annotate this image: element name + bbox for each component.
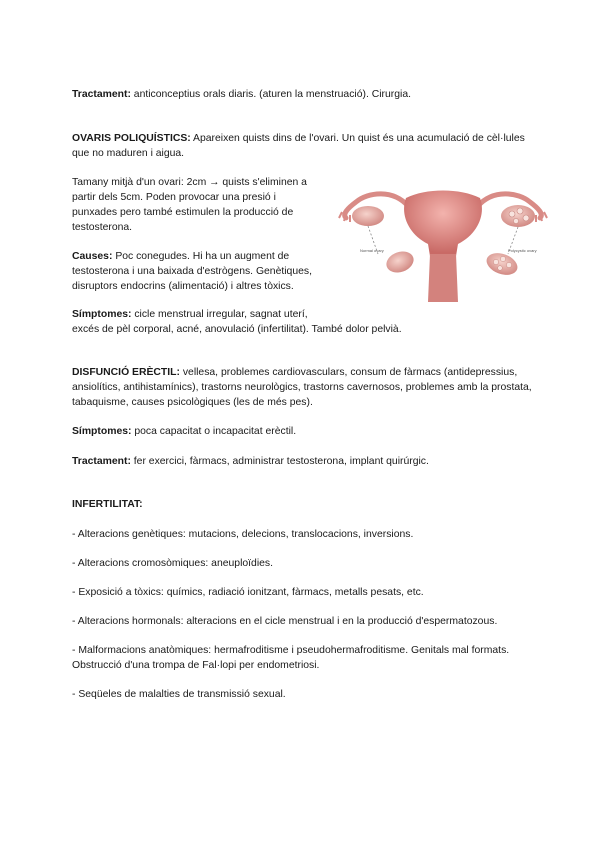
- list-item-text: - Exposició a tòxics: químics, radiació ionitzant, fàrmacs, metalls pesats, etc.: [72, 587, 424, 598]
- uterus-ovaries-illustration: [338, 184, 548, 302]
- ed-text: vellesa, problemes cardiovasculars, consum de fàrmacs (antidepressius, ansiolítics, antihistamínics), trastorns neurològics, trastorns cavernosos, problemes amb la prostata, tabaquisme, causes psicològiques (les de més pes).: [72, 367, 532, 408]
- list-item-text: - Malformacions anatòmiques: hermafroditisme i pseudohermafroditisme. Genitals mal formats. Obstrucció d'una trompa de Fal·lopi per endometriosi.: [72, 645, 510, 671]
- infertility-heading: INFERTILITAT:: [72, 499, 143, 510]
- pcos-causes-paragraph: [72, 249, 342, 294]
- ed-treatment-paragraph: [72, 454, 532, 469]
- pcos-size-line: testosterona.: [72, 222, 133, 233]
- list-item: [72, 527, 532, 542]
- pcos-intro-text: Apareixen quists dins de l'ovari. Un quist és una acumulació de cèl·lules que no maduren i aigua.: [72, 133, 525, 159]
- uterus-body: [404, 191, 482, 257]
- ed-paragraph: [72, 365, 532, 410]
- pcos-symptoms-label: Símptomes:: [72, 309, 132, 320]
- pcos-causes-line: disruptors endocrins (alimentació) i altres tòxics.: [72, 281, 294, 292]
- pcos-causes-line: testosterona i una baixada d'estrògens. Genètiques,: [72, 266, 312, 277]
- pcos-size-paragraph: [72, 175, 342, 235]
- treatment-label: Tractament:: [72, 89, 131, 100]
- infertility-heading-block: [72, 497, 532, 512]
- polycystic-ovary-label: Polycystic ovary: [508, 248, 537, 253]
- ed-treatment-text: fer exercici, fàrmacs, administrar testosterona, implant quirúrgic.: [130, 456, 429, 467]
- treatment-text: anticonceptius orals diaris. (aturen la menstruació). Cirurgia.: [130, 89, 411, 100]
- list-item-text: - Alteracions genètiques: mutacions, delecions, translocacions, inversions.: [72, 529, 414, 540]
- pcos-size-line: punxades pero també estimulen la producció de: [72, 207, 294, 218]
- list-item-text: - Alteracions hormonals: alteracions en el cicle menstrual i en la producció d'espermatozous.: [72, 616, 498, 627]
- pcos-size-line: Tamany mitjà d'un ovari: 2cm → quists s'eliminen a: [72, 177, 307, 188]
- list-item-text: - Seqüeles de malalties de transmissió sexual.: [72, 689, 286, 700]
- list-item: [72, 585, 532, 600]
- cervix: [428, 254, 458, 302]
- pcos-heading: OVARIS POLIQUÍSTICS:: [72, 133, 191, 144]
- ed-symptoms-label: Símptomes:: [72, 426, 132, 437]
- pcos-symptoms-text: cicle menstrual irregular, sagnat uterí,: [131, 309, 308, 320]
- ed-symptoms-paragraph: [72, 424, 532, 439]
- list-item: [72, 687, 532, 702]
- list-item: [72, 556, 532, 571]
- normal-ovary-label: Normal ovary: [360, 248, 384, 253]
- pcos-intro-paragraph: [72, 131, 532, 161]
- polycystic-ovary-detail: [484, 249, 521, 279]
- pcos-size-line: partir dels 5cm. Poden provocar una presió i: [72, 192, 276, 203]
- ed-treatment-label: Tractament:: [72, 456, 131, 467]
- list-item-text: - Alteracions cromosòmiques: aneuploïdies.: [72, 558, 273, 569]
- normal-ovary-detail: [383, 248, 416, 276]
- ovary-right: [501, 205, 535, 227]
- pcos-causes-label: Causes:: [72, 251, 113, 262]
- ed-heading: DISFUNCIÓ ERÈCTIL:: [72, 367, 180, 378]
- ovary-left: [352, 206, 384, 226]
- pcos-symptoms-line: excés de pèl corporal, acné, anovulació (infertilitat). També dolor pelvià.: [72, 324, 402, 335]
- list-item: [72, 614, 532, 629]
- treatment-paragraph: [72, 87, 532, 102]
- list-item: [72, 643, 532, 673]
- pcos-causes-text: Poc conegudes. Hi ha un augment de: [112, 251, 290, 262]
- ed-symptoms-text: poca capacitat o incapacitat erèctil.: [131, 426, 297, 437]
- pcos-symptoms-paragraph: [72, 307, 532, 337]
